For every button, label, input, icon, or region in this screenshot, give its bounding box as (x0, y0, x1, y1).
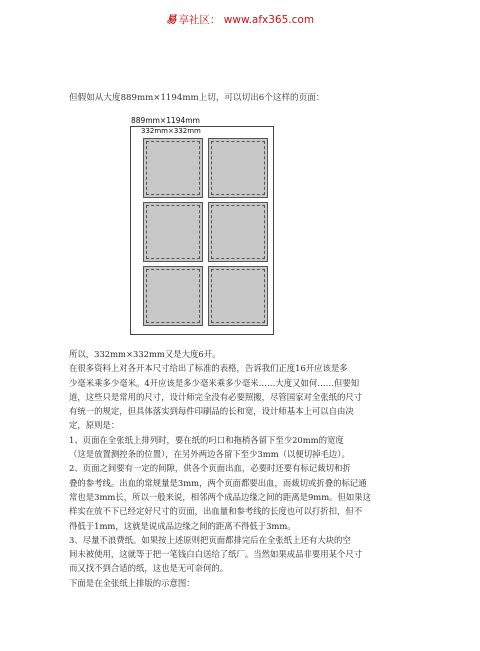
body-line: 2、页面之间要有一定的间隙，供各个页面出血，必要时还要有标记裁切和折 (69, 463, 351, 474)
page-block (208, 266, 268, 326)
page-block (208, 202, 268, 262)
page-block (143, 138, 203, 198)
site-url[interactable]: 享社区： www.afx365.com (178, 14, 315, 26)
body-line: 有统一的规定，但具体落实到每件印刷品的长和宽，设计师基本上可以自由决 (69, 406, 354, 417)
sheet-size-label: 889mm×1194mm (131, 116, 200, 125)
full-sheet-diagram (130, 126, 274, 335)
body-line: 在很多资料上对各开本尺寸给出了标准的表格，告诉我们正度16开应该是多 (69, 363, 348, 374)
page-size-label: 332mm×332mm (141, 127, 201, 135)
site-logo: 易 (165, 14, 177, 26)
body-line: 得低于1mm，这就是说成品边缘之间的距离不得低于3mm。 (69, 520, 296, 531)
body-line: 道，这些只是常用的尺寸，设计师完全没有必要照搬，尽管国家对全张纸的尺寸 (69, 391, 363, 402)
body-line: 少毫米乘多少毫米。4开应该是多少毫米乘多少毫米……大度又如何……但要知 (69, 377, 360, 388)
intro-paragraph: 但假如从大度889mm×1194mm上切，可以切出6个这样的页面： (69, 93, 325, 103)
body-line: 叠的参考线。出血的常规量是3mm，两个页面都要出血，而裁切或折叠的标记通 (69, 477, 367, 488)
body-line: 而又找不到合适的纸，这也是无可奈何的。 (69, 563, 229, 574)
site-header (0, 12, 480, 27)
page-block (143, 202, 203, 262)
body-line: 下面是在全张纸上排版的示意图： (69, 577, 195, 588)
body-line: 样实在放不下已经定好尺寸的页面，出血量和参考线的长度也可以打折扣，但不 (69, 506, 363, 517)
body-line: 所以，332mm×332mm又是大度6开。 (69, 349, 221, 359)
body-line: 3、尽量不浪费纸。如果按上述原则把页面都排完后在全张纸上还有大块的空 (69, 534, 351, 545)
body-line: 1、页面在全张纸上排列时，要在纸的叼口和拖梢各留下至少20mm的宽度 (69, 434, 344, 445)
body-text (69, 347, 414, 590)
page-block (143, 266, 203, 326)
body-line: （这是放置测控条的位置），在另外两边各留下至少3mm（以便切掉毛边）。 (69, 449, 350, 460)
body-line: 定，原则是： (69, 420, 120, 431)
page-block (208, 138, 268, 198)
body-line: 间未被使用，这就等于把一笔钱白白送给了纸厂。当然如果成品非要用某个尺寸 (69, 549, 363, 560)
body-line: 常也是3mm长，所以一般来说，相邻两个成品边缘之间的距离是9mm。但如果这 (69, 491, 372, 502)
